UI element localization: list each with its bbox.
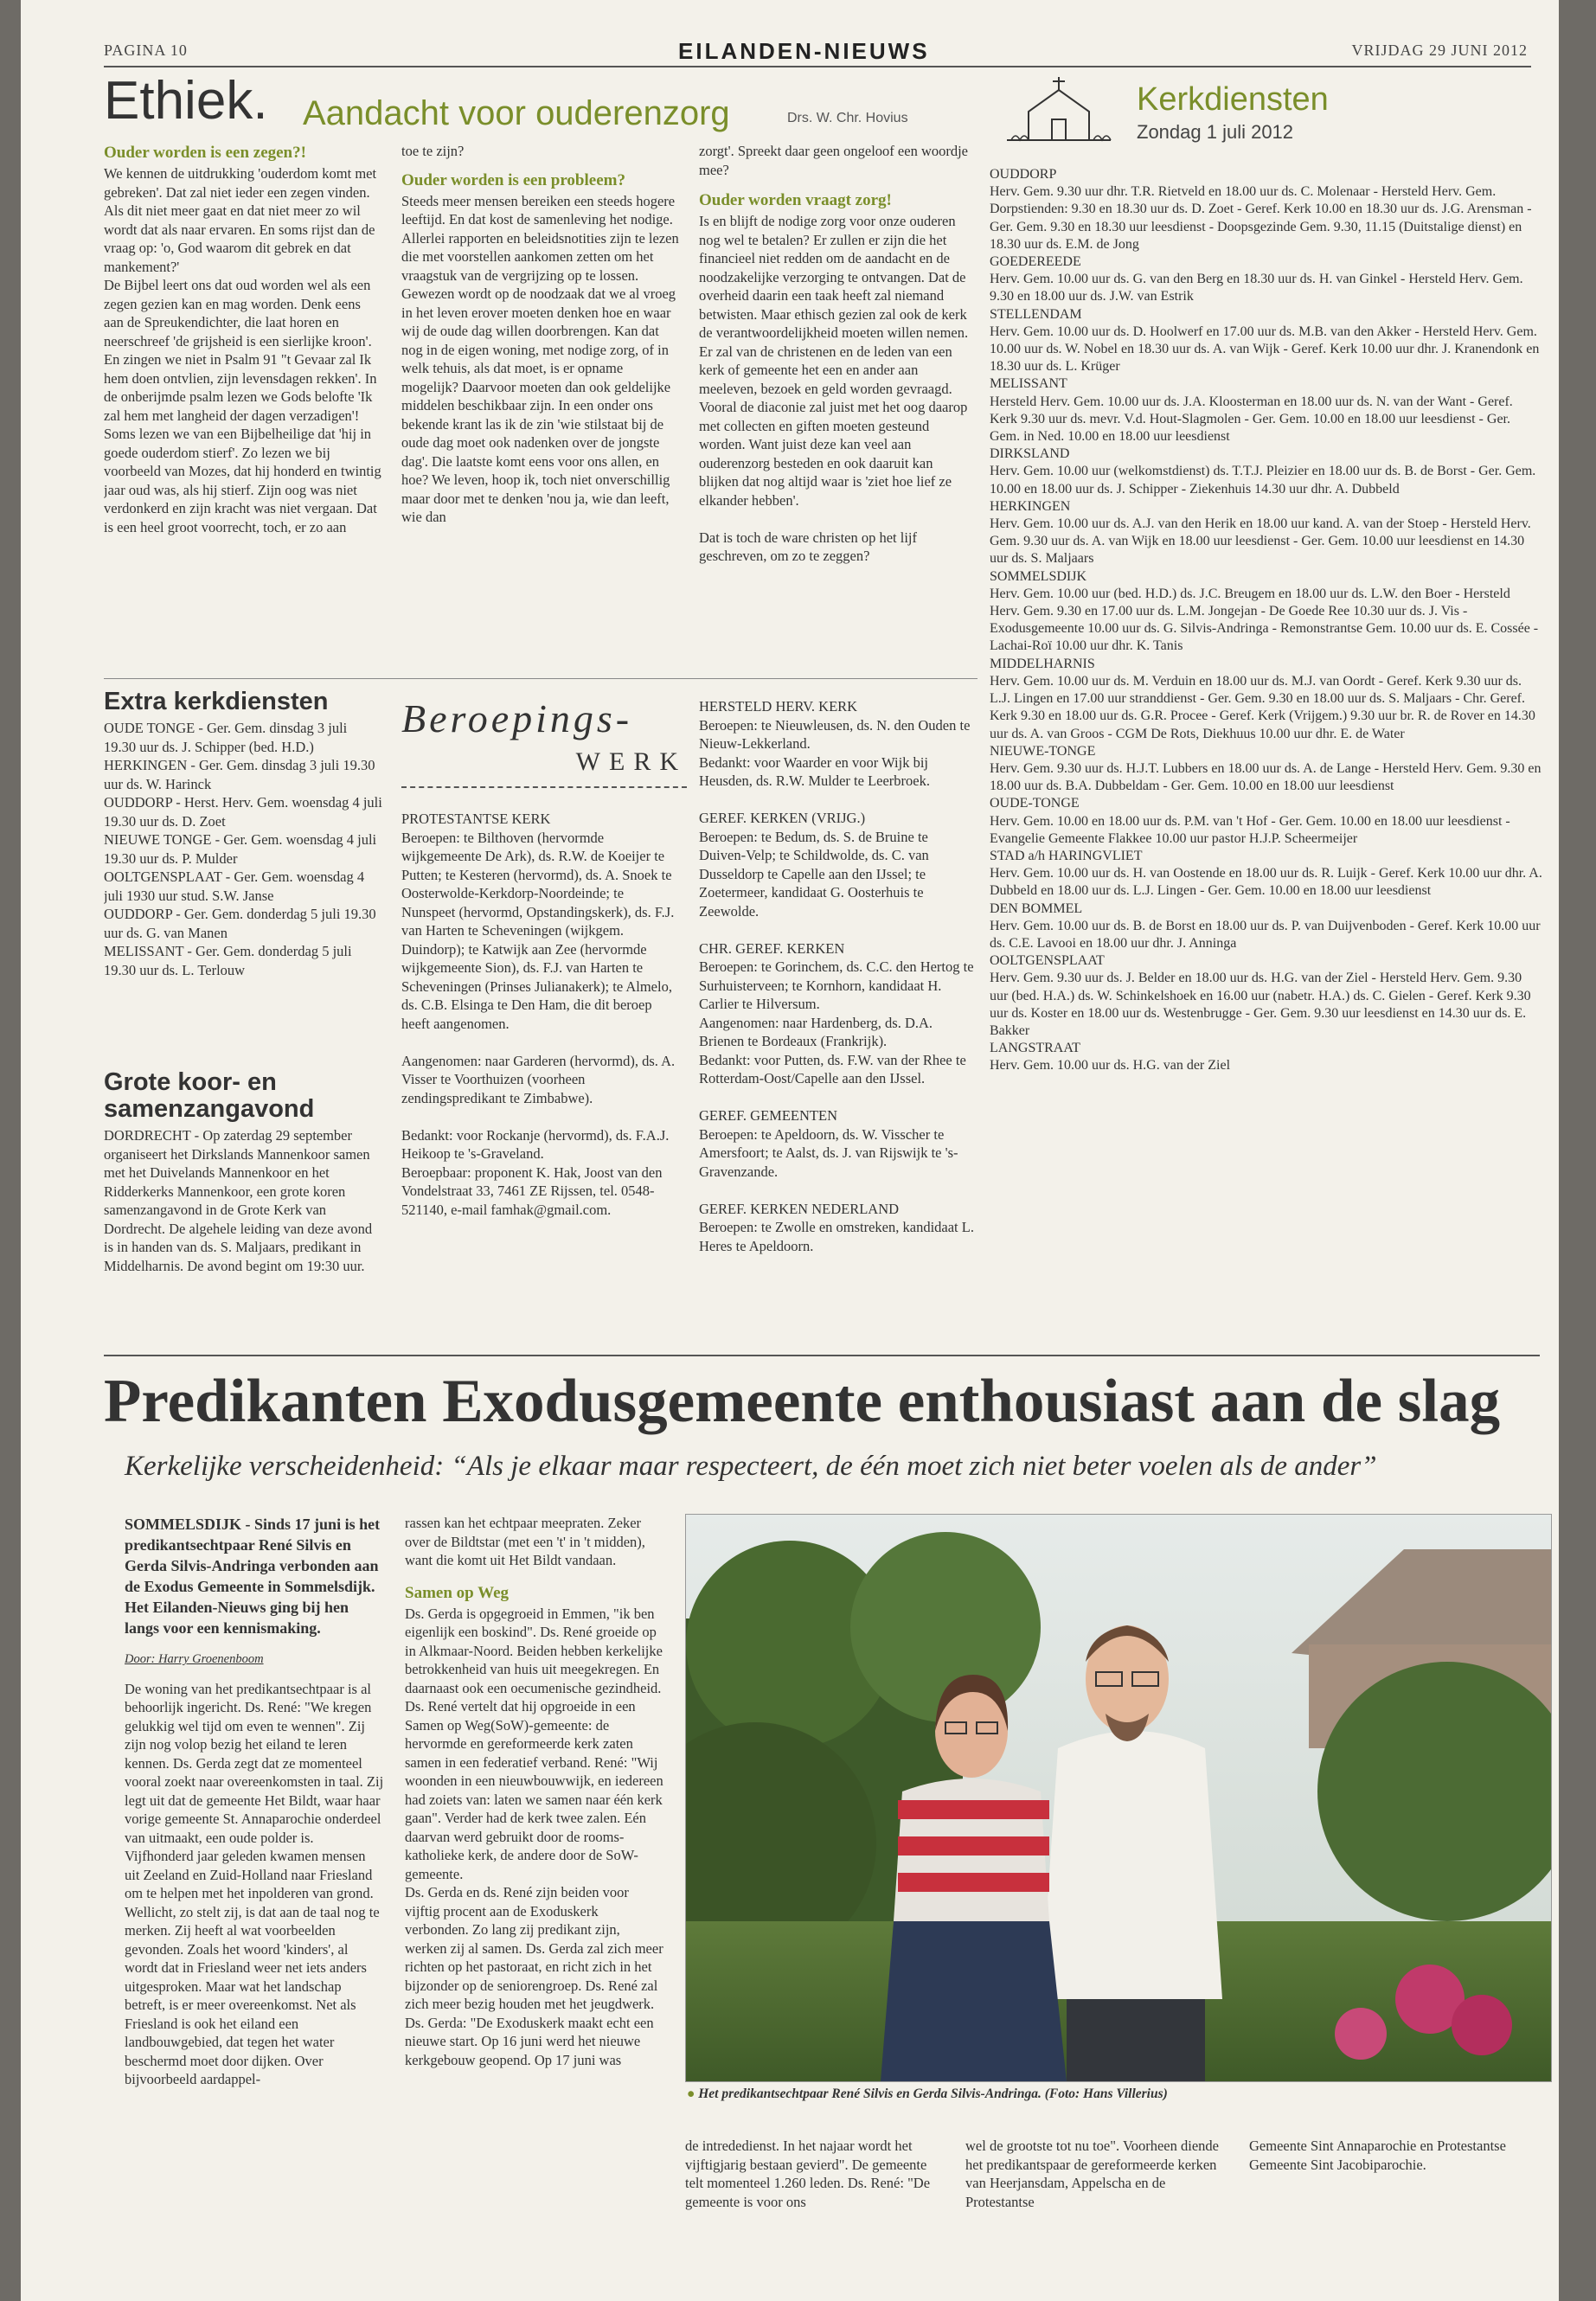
kerkdiensten-header: [990, 73, 1543, 159]
header-rule: [104, 66, 1531, 67]
ethiek-text-2: Steeds meer mensen bereiken een steeds hogere leeftijd. En dat kost de samenleving het nodige. Allerlei rapporten en beleidsnotities zijn te lezen die met voorstellen aankomen zetten om het vraagstuk van de vergrijzing op te lossen. Gewezen wordt op de noodzaak dat we al vroeg in het leven erover moeten denken hoe en waar wij de oude dag willen doorbrengen. Kan dat nog in de eigen woning, met nodige zorg, of in welk tehuis, als dat moet, is er opname mogelijk? Daarvoor moeten dan ook geldelijke middelen beschikbaar zijn. In een onder ons bekende krant las ik de zin 'wie stilstaat bij de oude dag moet ook nadenken over de jongste dag'. Die laatste komt eens voor ons allen, en hoe? We leven, hoop ik, toch niet onverschillig maar door met te denken 'nou ja, wie dan leeft, wie dan: [401, 192, 679, 525]
ethiek-subheading-3: Ouder worden vraagt zorg!: [699, 191, 892, 209]
ethiek-text-3: Is en blijft de nodige zorg voor onze ouderen nog wel te betalen? Er zullen er zijn die het financieel niet redden om de aandacht en de noodzakelijke verzorging te ontvangen. Dat de overheid daarin een taak heeft zal niemand betwisten. Maar ethisch gezien zal ook de kerk de verantwoordelijkheid moeten willen nemen. Er zal van de christenen en de leden van een kerk of gemeente het een en ander aan meeleven, bezoek en geld worden gevraagd. Vooral de diaconie zal juist met het oog daarop met collecten en giften moeten gesteund worden. Want juist deze kan veel aan ouderenzorg besteden en ook daaruit kan blijken dat nog altijd waar is 'ziet hoe lief ze elkander hebben'. Dat is toch de ware christen op het lijf geschreven, om zo te zeggen?: [699, 213, 969, 564]
beroepingswerk-right-text: HERSTELD HERV. KERK Beroepen: te Nieuwleusen, ds. N. den Ouden te Nieuw-Lekkerland. Bedankt: voor Waarder en voor Wijk bij Heusden, ds. R.W. Mulder te Leerbroek. GEREF. KERKEN (VRIJG.) Beroepen: te Bedum, ds. S. de Bruine te Duiven-Velp; te Schildwolde, ds. C. van Dusseldorp te Capelle aan den IJssel; te Zoetermeer, kandidaat G. Oosterhuis te Zeewolde. CHR. GEREF. KERKEN Beroepen: te Gorinchem, ds. C.C. den Hertog te Surhuisterveen; te Kornhorn, kandidaat H. Carlier te Hilversum. Aangenomen: naar Hardenberg, ds. D.A. Brienen te Bordeaux (Frankrijk). Bedankt: voor Putten, ds. F.W. van der Rhee te Rotterdam-Oost/Capelle aan den IJssel. GEREF. GEMEENTEN Beroepen: te Apeldoorn, ds. W. Visscher te Amersfoort; te Aalst, ds. J. van Rijswijk te 's-Gravenzande. GEREF. KERKEN NEDERLAND Beroepen: te Zwolle en omstreken, kandidaat L. Heres te Apeldoorn.: [699, 698, 974, 1254]
article-byline: Door: Harry Groenenboom: [125, 1652, 264, 1666]
ethiek-subheading-2: Ouder worden is een probleem?: [401, 170, 625, 189]
article-text-1: De woning van het predikantsechtpaar is al behoorlijk ingericht. Ds. René: "We kregen gelukkig wel tijd om even te wennen". Zij zijn nog volop bezig het eiland te leren kennen. Ds. Gerda zegt dat ze momenteel vooral zoekt naar overeenkomsten in taal. Zij legt uit dat de gemeente Het Bildt, waar haar vorige gemeente St. Annaparochie onderdeel van uitmaakt, een oude polder is. Vijfhonderd jaar geleden kwamen mensen uit Zeeland en Zuid-Holland naar Friesland om te helpen met het inpolderen van grond. Wellicht, zo stelt zij, is dat aan de taal nog te merken. Zij heeft al wat voorbeelden gevonden. Zoals het woord 'kinders', al wordt dat in Friesland weer net iets anders uitgesproken. Maar wat het landschap betreft, is er meer overeenkomst. Net als Friesland is ook het eiland een landbouwgebied, dat tegen het water beschermd moet door dijken. Over bijvoorbeeld aardappel-: [125, 1680, 384, 2087]
newspaper-page: [21, 0, 1559, 2301]
kerkdiensten-text: OUDDORP Herv. Gem. 9.30 uur dhr. T.R. Rietveld en 18.00 uur ds. C. Molenaar - Hersteld Herv. Gem. Dorpstienden: 9.30 en 18.30 uur ds. D. Zoet - Geref. Kerk 10.00 en 18.30 uur ds. J.G. Arensman - Ger. Gem. 9.30 en 18.30 uur leesdienst - Doopsgezinde Gem. 9.30, 11.15 (Duitstalige dienst) en 18.30 uur ds. E.M. de Jong GOEDEREEDE Herv. Gem. 10.00 uur ds. G. van den Berg en 18.30 uur ds. H. van Ginkel - Hersteld Herv. Gem. 9.30 en 18.00 uur ds. J.W. van Estrik STELLENDAM Herv. Gem. 10.00 uur ds. D. Hoolwerf en 17.00 uur ds. M.B. van den Akker - Hersteld Herv. Gem. 10.00 uur ds. W. Nobel en 18.30 uur ds. A. van Wijk - Geref. Kerk 10.00 uur dhr. J. Kranendonk en 18.30 uur ds. L. Krüger MELISSANT Hersteld Herv. Gem. 10.00 uur ds. J.A. Kloosterman en 18.00 uur ds. N. van der Want - Geref. Kerk 9.30 uur ds. mevr. V.d. Hout-Slagmolen - Ger. Gem. 10.00 en 18.00 uur leesdienst - Ger. Gem. in Ned. 10.00 en 18.00 uur leesdienst DIRKSLAND Herv. Gem. 10.00 uur (welkomstdienst) ds. T.T.J. Pleizier en 18.00 uur ds. B. de Borst - Ger. Gem. 10.00 en 18.00 uur ds. J. Schipper - Ziekenhuis 14.30 uur dhr. A. Dubbeld HERKINGEN Herv. Gem. 10.00 uur ds. A.J. van den Herik en 18.00 uur kand. A. van der Stoep - Hersteld Herv. Gem. 9.30 uur ds. A. van Wijk en 18.00 uur leesdienst - Ger. Gem. 10.00 uur leesdienst en 14.30 uur ds. S. Maljaars SOMMELSDIJK Herv. Gem. 10.00 uur (bed. H.D.) ds. J.C. Breugem en 18.00 uur ds. L.W. den Boer - Hersteld Herv. Gem. 9.30 en 17.00 uur ds. L.M. Jongejan - De Goede Ree 10.30 uur ds. J. Vis - Exodusgemeente 10.00 uur ds. G. Silvis-Andringa - Remonstrantse Gem. 10.00 uur ds. E. Cossée - Lachai-Roï 10.00 uur dhr. K. Tanis MIDDELHARNIS Herv. Gem. 10.00 uur ds. M. Verduin en 18.00 uur ds. M.J. van Oordt - Geref. Kerk 9.30 uur ds. L.J. Lingen en 17.00 uur stranddienst - Ger. Gem. 9.30 en 18.00 uur ds. S. Maljaars - Chr. Geref. Kerk 9.30 en 18.00 uur ds. G.R. Procee - Geref. Kerk (Vrijgem.) 9.30 uur br. R. de Rover en 14.30 uur ds. A. van Groos - CGM De Rots, Diekhuus 10.00 uur dhr. E. de Water NIEUWE-TONGE Herv. Gem. 9.30 uur ds. H.J.T. Lubbers en 18.00 uur ds. A. de Lange - Hersteld Herv. Gem. 9.30 en 18.00 uur ds. B.A. Dubbeldam - Ger. Gem. 10.00 en 18.00 uur leesdienst OUDE-TONGE Herv. Gem. 10.00 en 18.00 uur ds. P.M. van 't Hof - Ger. Gem. 10.00 en 18.00 uur leesdienst - Evangelie Gemeente Flakkee 10.00 uur pastor H.J.P. Scheermeijer STAD a/h HARINGVLIET Herv. Gem. 10.00 uur ds. H. van Oostende en 18.00 uur ds. R. Luijk - Geref. Kerk 10.00 uur dhr. A. Dubbeld en 18.00 uur ds. L.J. Lingen - Ger. Gem. 10.00 en 18.00 uur leesdienst DEN BOMMEL Herv. Gem. 10.00 uur ds. B. de Borst en 18.00 uur ds. P. van Duijvenboden - Geref. Kerk 10.00 uur ds. C.E. Lavooi en 18.00 uur dhr. J. Anninga OOLTGENSPLAAT Herv. Gem. 9.30 uur ds. J. Belder en 18.00 uur ds. H.G. van der Ziel - Hersteld Herv. Gem. 9.30 uur (bed. H.A.) ds. W. Schinkelshoek en 16.00 uur (nabetr. H.A.) ds. C. Gielen - Geref. Kerk 9.30 uur ds. Koster en 18.00 uur ds. Westenbrugge - Ger. Gem. 9.30 uur leesdienst en 14.30 uur ds. E. Bakker LANGSTRAAT Herv. Gem. 10.00 uur ds. H.G. van der Ziel: [990, 167, 1542, 1074]
photo-caption: [687, 2086, 1552, 2102]
extra-services-title: Extra kerkdiensten: [104, 689, 329, 715]
article-subheading: Samen op Weg: [405, 1583, 510, 1602]
church-icon: [998, 73, 1119, 151]
kerkdiensten-subtitle: Zondag 1 juli 2012: [1137, 121, 1294, 143]
article-column-1: [125, 1514, 384, 2275]
article-subheadline: Kerkelijke verscheidenheid: “Als je elkaar maar respecteert, de één moet zich niet beter voelen als de ander”: [125, 1451, 1377, 1482]
beroepingswerk-left-text: PROTESTANTSE KERK Beroepen: te Bilthoven (hervormde wijkgemeente De Ark), ds. R.W. de Koeijer te Putten; te Kesteren (hervormd), ds. A. Snoek te Oosterwolde-Kerkdorp-Noordeinde; te Nunspeet (hervormd, Opstandingskerk), ds. F.J. van Harten te Scheveningen (wijkgem. Duindorp); te Katwijk aan Zee (hervormde wijkgemeente Sion), ds. F.J. van Harten te Scheveningen (Prinses Julianakerk); te Almelo, ds. C.B. Elsinga te Den Ham, die dit beroep heeft aangenomen. Aangenomen: naar Garderen (hervormd), ds. A. Visser te Voorthuizen (voorheen zendingspredikant te Zimbabwe). Bedankt: voor Rockanje (hervormd), ds. F.A.J. Heikoop te 's-Graveland. Beroepbaar: proponent K. Hak, Joost van den Vondelstraat 33, 7461 ZE Rijssen, tel. 0548-521140, e-mail famhak@gmail.com.: [401, 811, 676, 1218]
column-author: Drs. W. Chr. Hovius: [787, 111, 908, 125]
section-title: Ethiek.: [104, 71, 268, 131]
ethiek-column-2: [401, 142, 680, 670]
article-column-2: [405, 1514, 664, 2275]
ethiek-text-2a: toe te zijn?: [401, 143, 465, 159]
article-headline: Predikanten Exodusgemeente enthousiast aan de slag: [104, 1368, 1501, 1435]
article-text-4: wel de grootste tot nu toe". Voorheen diende het predikantspaar de gereformeerde kerken van Heerjansdam, Appelscha en de Protestantse: [965, 2138, 1219, 2210]
extra-services-list: OUDE TONGE - Ger. Gem. dinsdag 3 juli 19.30 uur ds. J. Schipper (bed. H.D.) HERKINGEN - Ger. Gem. dinsdag 3 juli 19.30 uur ds. W. Harinck OUDDORP - Herst. Herv. Gem. woensdag 4 juli 19.30 uur ds. D. Zoet NIEUWE TONGE - Ger. Gem. woensdag 4 juli 19.30 uur ds. P. Mulder OOLTGENSPLAAT - Ger. Gem. woensdag 4 juli 1930 uur stud. S.W. Janse OUDDORP - Ger. Gem. donderdag 5 juli 19.30 uur ds. G. van Manen MELISSANT - Ger. Gem. donderdag 5 juli 19.30 uur ds. L. Terlouw: [104, 720, 382, 978]
kerkdiensten-title: Kerkdiensten: [1137, 81, 1329, 118]
beroepingswerk-title-1: Beroepings-: [401, 696, 633, 740]
beroepingswerk-header: [401, 695, 687, 799]
page-number: PAGINA 10: [104, 42, 188, 59]
couple-photo: [685, 1514, 1552, 2082]
couple-photo-drawing: [686, 1515, 1551, 2081]
article-text-2: Ds. Gerda is opgegroeid in Emmen, "ik ben eigenlijk een boskind". Ds. René groeide op in Alkmaar-Noord. Beiden hebben kerkelijke betrokkenheid van huis uit meegekregen. En daarnaast ook een oecumenische gezindheid. Ds. René vertelt dat hij opgroeide in een Samen op Weg(SoW)-gemeente: de hervormde en gereformeerde kerk zaten samen in een federatief verband. René: "Wij woonden in een nieuwbouwwijk, en iedereen had zoiets van: laten we samen naar één kerk gaan". Verder had de kerk twee zalen. Eén daarvan werd gebruikt door de rooms-katholieke kerk, de andere door de SoW-gemeente. Ds. Gerda en ds. René zijn beiden voor vijftig procent aan de Exoduskerk verbonden. Zo lang zij predikant zijn, werken zij al samen. Ds. Gerda zal zich meer richten op het pastoraat, en richt zich in het bijzonder op de seniorengroep. Ds. René zal zich meer bezig houden met het jeugdwerk. Ds. Gerda: "De Exoduskerk maakt echt een nieuwe start. Op 16 juni werd het nieuwe kerkgebouw geopend. Op 17 juni was: [405, 1605, 663, 2068]
ethiek-text-1: We kennen de uitdrukking 'ouderdom komt met gebreken'. Dat zal niet ieder een zegen vinden. Als dit niet meer gaat en dat niet meer zo wil wordt dat als naar ervaren. En soms rijst dan de vraag op: 'o, God waarom dit gebrek en dat mankement?' De Bijbel leert ons dat oud worden wel als een zegen gezien kan en mag worden. Denk eens aan de Spreukendichter, die laat horen en neerschreef 'de grijsheid is een sierlijke kroon'. En zingen we niet in Psalm 91 "t Gevaar zal Ik hem doen ontvlien, zijn levensdagen rekken'. In de onberijmde psalm lezen we Gods belofte 'Ik zal hem met langheid der dagen verzadigen'! Soms lezen we van een Bijbelheilige dat 'hij in goede ouderdom stierf'. Zo lezen we bij voorbeeld van Mozes, dat hij honderd en twintig jaar oud was, als hij stierf. Zijn oog was niet verdonkerd en zijn kracht was niet vergaan. Dat is een heel groot voorrecht, toch, er zo aan: [104, 165, 381, 535]
article-column-3: [685, 2137, 945, 2284]
beroepingswerk-rule: [401, 786, 687, 788]
choir-title: Grote koor- en samenzangavond: [104, 1069, 315, 1123]
article-text-2a: rassen kan het echtpaar meepraten. Zeker over de Bildtstar (met een 't' in 't midden), want die komt uit Het Bildt vandaan.: [405, 1515, 645, 1568]
article-top-rule: [104, 1355, 1540, 1356]
ethiek-text-3a: zorgt'. Spreekt daar geen ongeloof een woordje mee?: [699, 143, 969, 178]
kerkdiensten-list: [990, 166, 1543, 1325]
article-column-5: [1249, 2137, 1517, 2284]
article-text-3: de intrededienst. In het najaar wordt het vijftigjarig bestaan gevierd". De gemeente telt momenteel 1.260 leden. Ds. René: "De gemeente is voor ons: [685, 2138, 931, 2210]
ethiek-column-3: [699, 142, 974, 670]
choir-evening: [104, 1069, 382, 1329]
beroepingswerk-title-2: WERK: [575, 747, 687, 776]
article-text-5: Gemeente Sint Annaparochie en Protestantse Gemeente Sint Jacobiparochie.: [1249, 2138, 1506, 2173]
caption-bullet: ●: [687, 2086, 699, 2101]
choir-text: DORDRECHT - Op zaterdag 29 september organiseert het Dirkslands Mannenkoor samen met het Duivelands Mannenkoor en het Ridderkerks Mannenkoor, een grote koren samenzangavond in de Grote Kerk van Dordrecht. De algehele leiding van deze avond is in handen van ds. S. Maljaars, predikant in Middelharnis. De avond begint om 19:30 uur.: [104, 1127, 373, 1274]
extra-services: [104, 689, 382, 1069]
masthead: EILANDEN-NIEUWS: [678, 38, 930, 64]
beroepingswerk-left: [401, 810, 680, 1329]
ethiek-column-1: [104, 142, 382, 670]
issue-date: VRIJDAG 29 JUNI 2012: [1351, 42, 1528, 59]
article-lead: SOMMELSDIJK - Sinds 17 juni is het predikantsechtpaar René Silvis en Gerda Silvis-Andringa verbonden aan de Exodus Gemeente in Sommelsdijk. Het Eilanden-Nieuws ging bij hen langs voor een kennismaking.: [125, 1516, 381, 1637]
ethiek-subheading-1: Ouder worden is een zegen?!: [104, 144, 306, 162]
article-column-4: [965, 2137, 1225, 2284]
caption-text: Het predikantsechtpaar René Silvis en Gerda Silvis-Andringa. (Foto: Hans Villerius): [698, 2086, 1168, 2101]
section-divider: [104, 678, 977, 679]
column-title: Aandacht voor ouderenzorg: [303, 94, 730, 132]
beroepingswerk-right: [699, 697, 974, 1329]
